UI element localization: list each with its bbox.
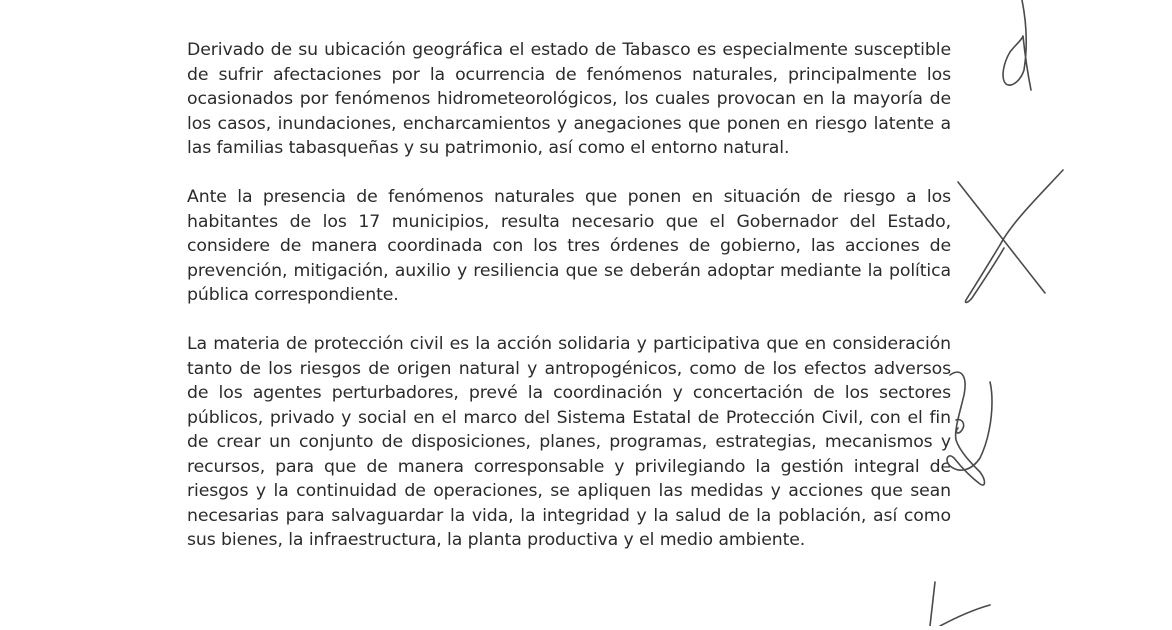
signature-loop-mark-icon <box>956 420 964 433</box>
document-body <box>187 38 951 553</box>
cross-mark-icon <box>958 182 1045 293</box>
signature-loop-mark-icon <box>947 372 992 485</box>
signature-stroke-mark-icon <box>940 605 990 626</box>
signature-stroke-mark-icon <box>930 582 935 626</box>
paragraph-governor-coordination: Ante la presencia de fenómenos naturales que ponen en situación de riesgo a los habitantes de los 17 municipios, resulta necesario que el Gobernador del Estado, considere de manera coordinada con los tres órdenes de gobierno, las acciones de prevención, mitigación, auxilio y resiliencia que se deberán adoptar mediante la política pública correspondiente. <box>187 187 951 305</box>
signature-initial-mark-icon <box>1003 0 1031 90</box>
paragraph-geographic-risk: Derivado de su ubicación geográfica el estado de Tabasco es especialmente susceptible de sufrir afectaciones por la ocurrencia de fenómenos naturales, principalmente los ocasionados por fenómenos hidrometeorológicos, los cuales provocan en la mayoría de los casos, inundaciones, encharcamientos y anegaciones que ponen en riesgo latente a las familias tabasqueñas y su patrimonio, así como el entorno natural. <box>187 40 951 158</box>
paragraph-civil-protection: La materia de protección civil es la acción solidaria y participativa que en consideración tanto de los riesgos de origen natural y antropogénicos, como de los efectos adversos de los agentes perturbadores, prevé la coordinación y concertación de los sectores públicos, privado y social en el marco del Sistema Estatal de Protección Civil, con el fin de crear un conjunto de disposiciones, planes, programas, estrategias, mecanismos y recursos, para que de manera corresponsable y privilegiando la gestión integral de riesgos y la continuidad de operaciones, se apliquen las medidas y acciones que sean necesarias para salvaguardar la vida, la integridad y la salud de la población, así como sus bienes, la infraestructura, la planta productiva y el medio ambiente. <box>187 334 951 550</box>
cross-mark-icon <box>965 170 1063 302</box>
